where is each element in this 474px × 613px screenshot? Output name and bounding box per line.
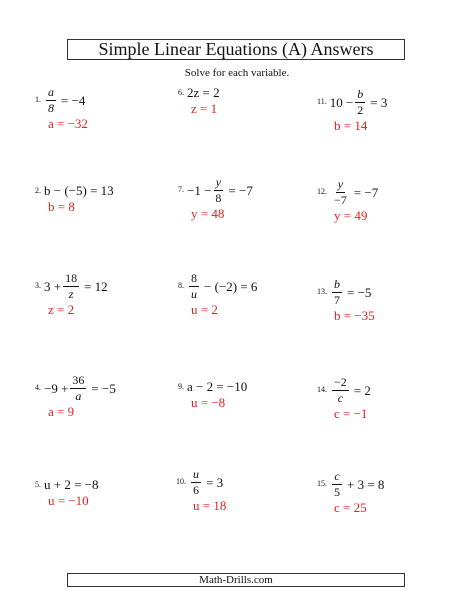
answer: u = −8 (191, 395, 226, 410)
problem-number: 3. (35, 281, 41, 291)
equation: u + 2 = −8 (44, 477, 99, 492)
answer: c = −1 (334, 406, 368, 422)
fraction: $\frac{b}{7}$ (334, 277, 340, 307)
problem-3 (35, 272, 165, 318)
equation: 10 − $\frac{b}{2}$ = 3 (329, 87, 388, 117)
problem-11 (317, 88, 447, 134)
problem-8 (178, 272, 308, 318)
fraction: $\frac{y}{8}$ (215, 175, 222, 205)
fraction: $\frac{y}{-7}$ (334, 177, 347, 207)
equation: $\frac{u}{6}$ = 3 (193, 467, 224, 497)
problem-2 (35, 184, 165, 215)
fraction: $\frac{8}{u}$ (191, 271, 197, 301)
fraction: $\frac{c}{5}$ (334, 469, 340, 499)
problem-number: 9. (178, 381, 184, 391)
problem-6 (178, 86, 308, 117)
fraction: $\frac{36}{a}$ (72, 373, 85, 403)
equation: −1 − $\frac{y}{8}$ = −7 (187, 175, 253, 205)
problem-10 (176, 468, 306, 514)
instructions: Solve for each variable. (184, 67, 290, 79)
equation: 3 + $\frac{18}{z}$ = 12 (44, 271, 108, 301)
problem-number: 12. (317, 187, 327, 197)
answer: b = 8 (48, 199, 75, 214)
answer: u = −10 (48, 493, 89, 508)
fraction: $\frac{a}{8}$ (48, 85, 54, 115)
answer: y = 48 (191, 206, 225, 222)
problem-4 (35, 374, 165, 420)
equation: $\frac{y}{-7}$ = −7 (334, 177, 379, 207)
equation: $\frac{a}{8}$ = −4 (48, 85, 86, 115)
problem-number: 2. (35, 185, 41, 195)
problem-number: 1. (35, 95, 41, 105)
problem-number: 13. (317, 287, 327, 297)
problem-number: 4. (35, 383, 41, 393)
equation: $\frac{c}{5}$ + 3 = 8 (334, 469, 385, 499)
answer: y = 49 (334, 208, 368, 224)
problem-number: 7. (178, 185, 184, 195)
problem-7 (178, 176, 308, 222)
fraction: $\frac{u}{6}$ (193, 467, 199, 497)
fraction: $\frac{18}{z}$ (65, 271, 78, 301)
problem-number: 14. (317, 385, 327, 395)
equation: 2z = 2 (187, 85, 220, 100)
problem-15 (317, 470, 447, 516)
footer-site-name: Math-Drills.com (67, 573, 405, 587)
problem-13 (317, 278, 447, 324)
answer: a = −32 (48, 116, 88, 132)
problem-number: 15. (317, 479, 327, 489)
problem-number: 10. (176, 477, 186, 487)
answer: u = 18 (193, 498, 227, 514)
fraction: $\frac{b}{2}$ (357, 87, 364, 117)
answer: z = 2 (48, 302, 75, 318)
equation: b − (−5) = 13 (44, 183, 114, 198)
equation: a − 2 = −10 (187, 379, 248, 394)
problem-number: 8. (178, 281, 184, 291)
problem-number: 5. (35, 479, 41, 489)
problem-number: 6. (178, 87, 184, 97)
problem-12 (317, 178, 447, 224)
equation: −9 + $\frac{36}{a}$ = −5 (44, 373, 116, 403)
problem-1 (35, 86, 165, 132)
answer: u = 2 (191, 302, 218, 318)
problem-9 (178, 380, 308, 411)
answer: a = 9 (48, 404, 75, 420)
answer: b = 14 (334, 118, 368, 134)
equation: $\frac{-2}{c}$ = 2 (334, 375, 371, 405)
problem-5 (35, 478, 165, 509)
fraction: $\frac{-2}{c}$ (334, 375, 347, 405)
problem-number: 11. (317, 97, 327, 107)
answer: b = −35 (334, 308, 375, 324)
problem-14 (317, 376, 447, 422)
worksheet-title: Simple Linear Equations (A) Answers (67, 39, 405, 60)
answer: z = 1 (191, 101, 218, 116)
equation: $\frac{8}{u}$ − (−2) = 6 (191, 271, 258, 301)
answer: c = 25 (334, 500, 367, 516)
equation: $\frac{b}{7}$ = −5 (334, 277, 372, 307)
